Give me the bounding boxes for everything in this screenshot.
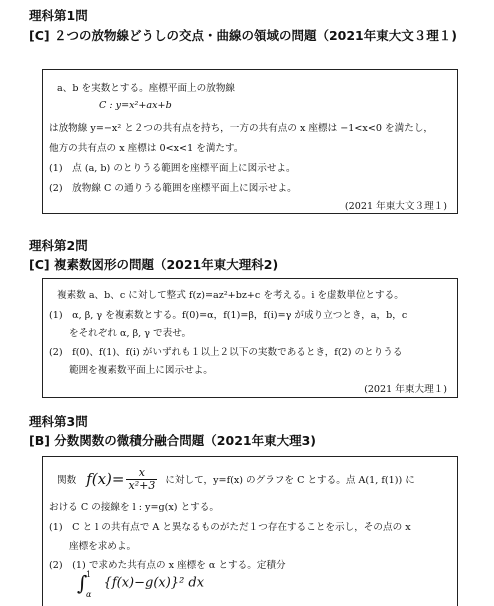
problem-2-source: (2021 年東大理１): [364, 384, 447, 395]
problem-1-box: [42, 69, 458, 214]
problem-1-intro: a、b を実数とする。座標平面上の放物線: [57, 83, 236, 94]
problem-3-intro-2: おける C の接線を l : y=g(x) とする。: [49, 502, 219, 513]
problem-3-box: [42, 456, 458, 606]
fraction-numerator: x: [138, 465, 146, 479]
problem-1-condition-1: は放物線 y=−x² と２つの共有点を持ち，一方の共有点の x 座標は −1<x<0 を満たし，: [49, 123, 434, 134]
section-1-heading: 理科第1問: [29, 8, 88, 23]
problem-1-equation: C : y=x²+ax+b: [99, 100, 172, 111]
function-lhs: f(x)=: [86, 470, 125, 488]
problem-2-intro: 複素数 a、b、c に対して整式 f(z)=az²+bz+c を考える。i を虚数単位とする。: [57, 290, 404, 301]
problem-3-intro-rest: に対して，y=f(x) のグラフを C とする。点 A(1, f(1)) に: [165, 475, 415, 486]
integral-lower-bound: α: [86, 590, 92, 599]
section-3-subheading: [B] 分数関数の微積分融合問題（2021年東大理3): [29, 433, 317, 448]
problem-3-question-1b: 座標を求めよ。: [69, 541, 137, 552]
integrand: {f(x)−g(x)}² dx: [103, 575, 205, 591]
integral-sign: ∫: [77, 571, 88, 595]
problem-2-question-1a: (1) α, β, γ を複素数とする。f(0)=α，f(1)=β，f(i)=γ が成り立つとき，a，b，c: [49, 310, 408, 321]
section-3-heading: 理科第3問: [29, 414, 88, 429]
problem-2-question-1b: をそれぞれ α, β, γ で表せ。: [69, 328, 192, 339]
problem-2-question-2b: 範囲を複素数平面上に図示せよ。: [69, 365, 213, 376]
problem-2-question-2a: (2) f(0)、f(1)、f(i) がいずれも１以上２以下の実数であるとき，f(2) のとりうる: [49, 347, 403, 358]
problem-3-question-1a: (1) C と l の共有点で A と異なるものがただ１つ存在することを示し，その点の x: [49, 522, 411, 533]
problem-1-source: (2021 年東大文３理１): [344, 201, 447, 212]
section-2-heading: 理科第2問: [29, 238, 88, 253]
problem-3-kansu-label: 関数: [57, 475, 77, 486]
problem-2-box: [42, 278, 458, 398]
fraction-denominator: x²+3: [128, 478, 156, 492]
definite-integral: [77, 571, 204, 599]
section-1-subheading: [C] ２つの放物線どうしの交点・曲線の領域の問題（2021年東大文３理１): [29, 28, 457, 43]
section-2-subheading: [C] 複素数図形の問題（2021年東大理科2): [29, 257, 279, 272]
problem-1-question-2: (2) 放物線 C の通りうる範囲を座標平面上に図示せよ。: [49, 183, 297, 194]
problem-3-question-2: (2) (1) で求めた共有点の x 座標を α とする。定積分: [49, 560, 286, 571]
problem-1-condition-2: 他方の共有点の x 座標は 0<x<1 を満たす。: [49, 143, 244, 154]
problem-3-intro-line: [57, 463, 415, 495]
problem-1-question-1: (1) 点 (a, b) のとりうる範囲を座標平面上に図示せよ。: [49, 163, 296, 174]
function-fraction: [126, 467, 157, 492]
integral-upper-bound: 1: [86, 570, 92, 579]
